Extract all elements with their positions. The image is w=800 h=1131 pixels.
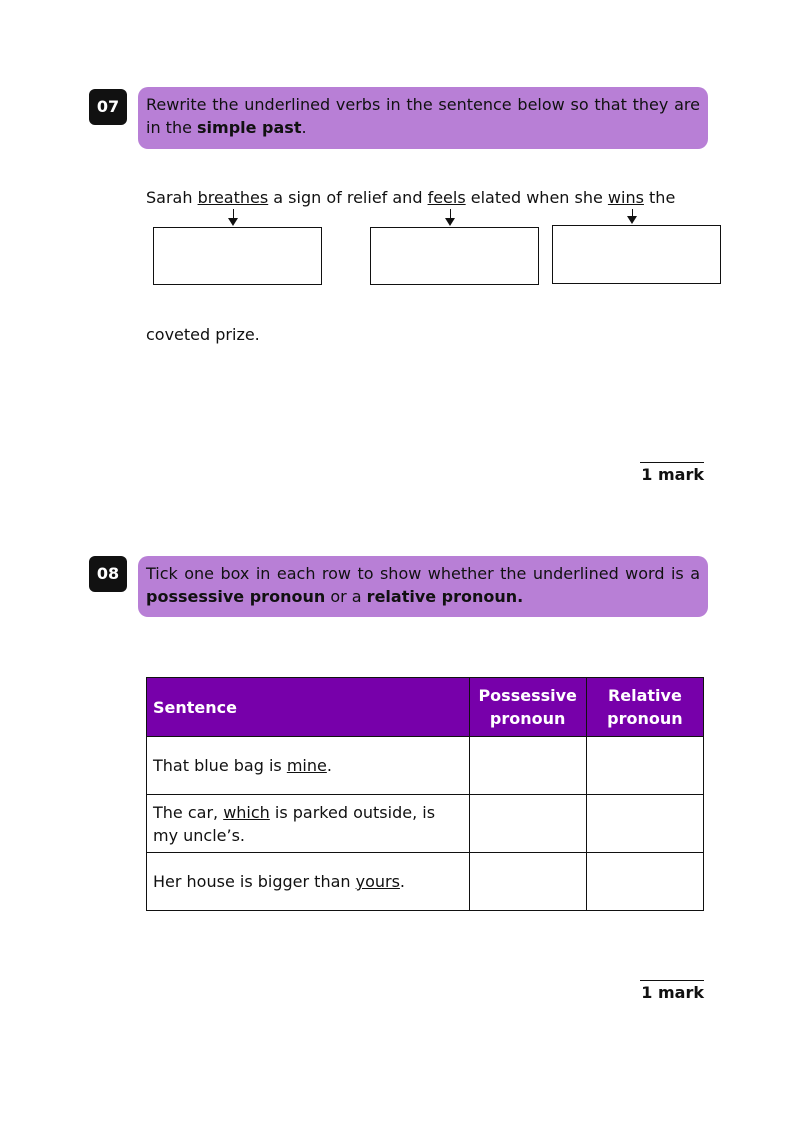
sentence-text: Her house is bigger than bbox=[153, 872, 356, 891]
underlined-word: yours bbox=[355, 872, 400, 891]
prompt-mid: or a bbox=[325, 587, 367, 606]
underlined-word: which bbox=[223, 802, 270, 822]
sentence-cell bbox=[147, 795, 470, 853]
table-row bbox=[147, 737, 704, 795]
prompt-bold-relative: relative pronoun. bbox=[366, 587, 524, 606]
tick-box-relative[interactable] bbox=[586, 853, 703, 911]
sentence-text: . bbox=[399, 872, 406, 891]
sentence-text: is parked outside, is my uncle’s. bbox=[153, 802, 436, 845]
sentence-text: That blue bag is bbox=[153, 756, 287, 775]
table-header-row bbox=[147, 678, 704, 737]
header-possessive-pronoun: Possessive pronoun bbox=[469, 678, 586, 737]
question-08-mark: 1 mark bbox=[640, 980, 704, 1002]
question-number-07: 07 bbox=[89, 89, 127, 125]
tick-box-relative[interactable] bbox=[586, 737, 703, 795]
sentence-text: elated when she bbox=[465, 188, 608, 207]
tick-box-possessive[interactable] bbox=[469, 853, 586, 911]
question-08-prompt bbox=[138, 556, 708, 617]
arrow-down-icon bbox=[627, 216, 637, 224]
answer-box-feels[interactable] bbox=[370, 227, 539, 285]
sentence-text: Sarah bbox=[146, 188, 198, 207]
sentence-cell bbox=[147, 737, 470, 795]
sentence-text: the bbox=[643, 188, 676, 207]
answer-box-wins[interactable] bbox=[552, 225, 721, 284]
question-number-08: 08 bbox=[89, 556, 127, 592]
underlined-verb-wins: wins bbox=[607, 188, 644, 207]
sentence-text: . bbox=[326, 756, 332, 775]
question-07-sentence bbox=[146, 187, 675, 209]
prompt-text: Tick one box in each row to show whether the underlined word is a bbox=[146, 564, 700, 583]
question-07-mark: 1 mark bbox=[640, 462, 704, 484]
table-row bbox=[147, 795, 704, 853]
arrow-down-icon bbox=[228, 218, 238, 226]
underlined-word: mine bbox=[286, 756, 327, 775]
table-row bbox=[147, 853, 704, 911]
tick-box-possessive[interactable] bbox=[469, 737, 586, 795]
tick-box-relative[interactable] bbox=[586, 795, 703, 853]
sentence-text: The car, bbox=[153, 802, 224, 822]
sentence-cell bbox=[147, 853, 470, 911]
prompt-bold: simple past bbox=[197, 118, 302, 137]
underlined-verb-feels: feels bbox=[427, 188, 466, 207]
header-relative-pronoun: Relative pronoun bbox=[586, 678, 703, 737]
question-07-sentence-end: coveted prize. bbox=[146, 325, 260, 344]
tick-box-possessive[interactable] bbox=[469, 795, 586, 853]
prompt-bold-possessive: possessive pronoun bbox=[146, 587, 326, 606]
question-07-prompt bbox=[138, 87, 708, 149]
answer-box-breathes[interactable] bbox=[153, 227, 322, 285]
pronoun-table bbox=[146, 677, 704, 911]
arrow-down-icon bbox=[445, 218, 455, 226]
prompt-text: Rewrite the underlined verbs in the sentence below so that they are in the bbox=[146, 95, 700, 137]
prompt-end: . bbox=[301, 118, 307, 137]
sentence-text: a sign of relief and bbox=[268, 188, 428, 207]
header-sentence: Sentence bbox=[147, 678, 470, 737]
underlined-verb-breathes: breathes bbox=[197, 188, 269, 207]
